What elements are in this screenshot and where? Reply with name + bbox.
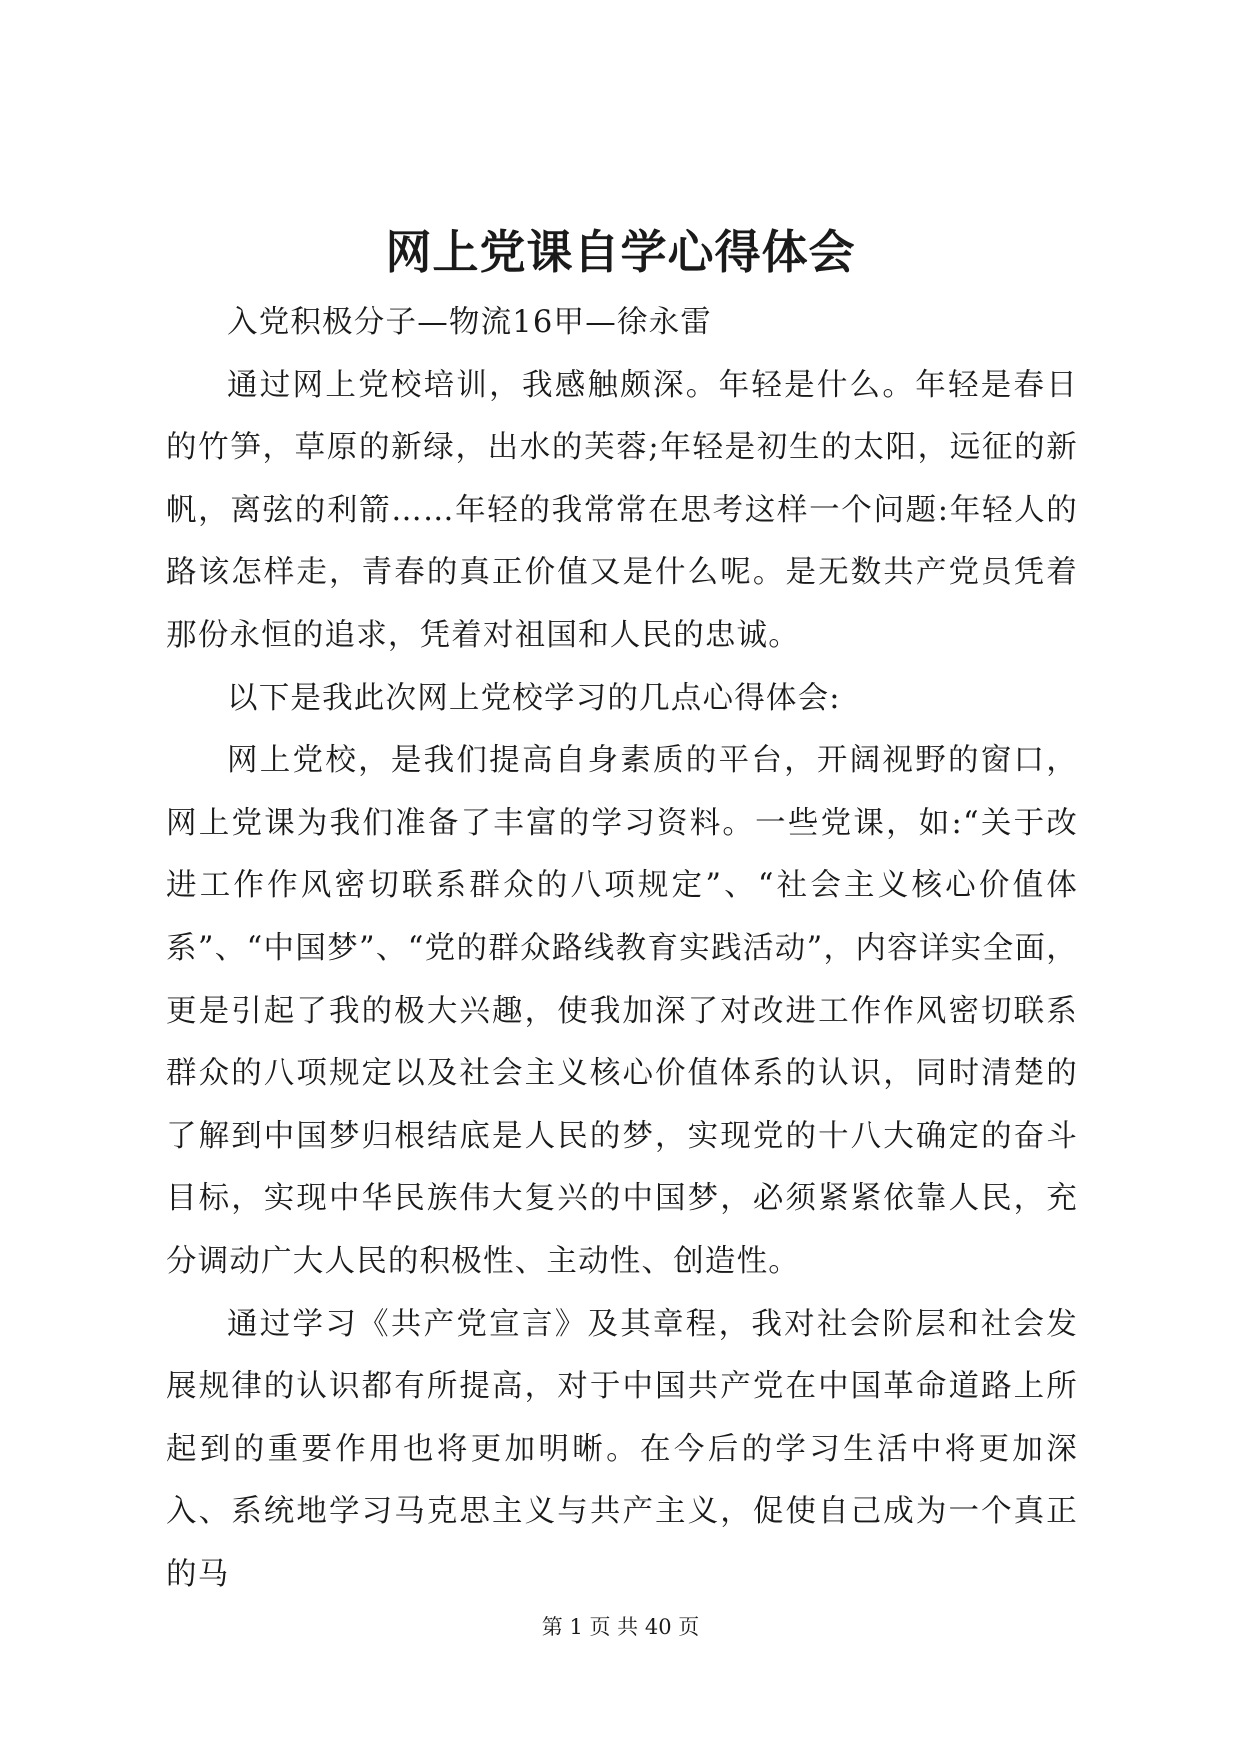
document-body bbox=[166, 292, 1078, 1606]
paragraph: 通过网上党校培训，我感触颇深。年轻是什么。年轻是春日的竹笋，草原的新绿，出水的芙蓉;年轻是初生的太阳，远征的新帆，离弦的利箭……年轻的我常常在思考这样一个问题:年轻人的路该怎样走，青春的真正价值又是什么呢。是无数共产党员凭着那份永恒的追求，凭着对祖国和人民的忠诚。 bbox=[166, 367, 1078, 653]
paragraph: 网上党校，是我们提高自身素质的平台，开阔视野的窗口，网上党课为我们准备了丰富的学习资料。一些党课，如:“关于改进工作作风密切联系群众的八项规定”、“社会主义核心价值体系”、“中国梦”、“党的群众路线教育实践活动”，内容详实全面，更是引起了我的极大兴趣，使我加深了对改进工作作风密切联系群众的八项规定以及社会主义核心价值体系的认识，同时清楚的了解到中国梦归根结底是人民的梦，实现党的十八大确定的奋斗目标，实现中华民族伟大复兴的中国梦，必须紧紧依靠人民，充分调动广大人民的积极性、主动性、创造性。 bbox=[166, 743, 1078, 1279]
paragraph: 通过学习《共产党宣言》及其章程，我对社会阶层和社会发展规律的认识都有所提高，对于中国共产党在中国革命道路上所起到的重要作用也将更加明晰。在今后的学习生活中将更加深入、系统地学习马克思主义与共产主义，促使自己成为一个真正的马 bbox=[166, 1306, 1078, 1592]
page-footer: 第 1 页 共 40 页 bbox=[541, 1615, 700, 1639]
paragraph: 以下是我此次网上党校学习的几点心得体会: bbox=[227, 680, 841, 716]
document-title: 网上党课自学心得体会 bbox=[385, 225, 856, 279]
author-line: 入党积极分子—物流16甲—徐永雷 bbox=[227, 305, 713, 340]
